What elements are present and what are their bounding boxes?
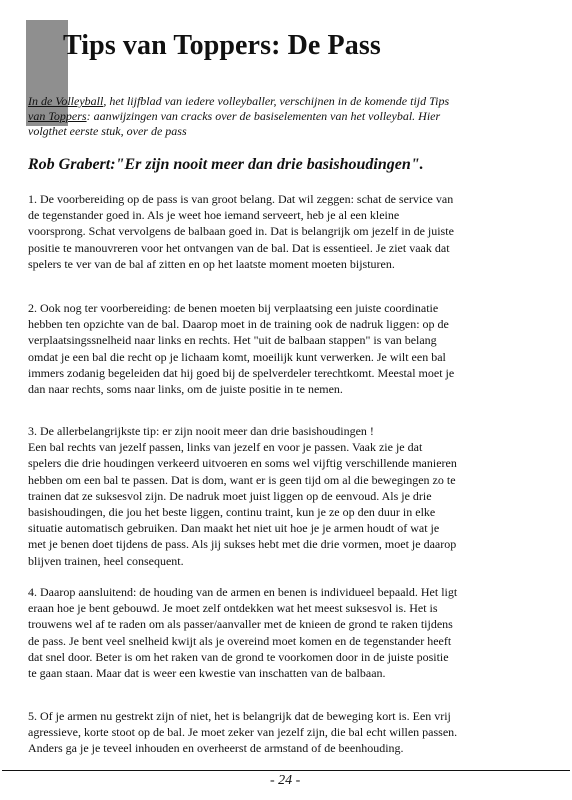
paragraph-line: spelers die drie houdingen verkeerd uitvoeren en soms wel vijftig verschillende manieren xyxy=(28,456,457,471)
paragraph-line: Anders ga je je teveel inhouden en overheerst de armstand of de beenhouding. xyxy=(28,741,404,756)
paragraph-line: de tegenstander goed in. Als je weet hoe iemand serveert, heb je al een kleine xyxy=(28,208,400,223)
paragraph-line: positie te manouvreren voor het ontvangen van de bal. Dat is essentieel. Je ziet vaak dat xyxy=(28,240,450,255)
paragraph-line: met je benen doet tijdens de pass. Als jij sukses hebt met die drie vormen, moet je daarop xyxy=(28,537,457,552)
paragraph-line: Een bal rechts van jezelf passen, links van jezelf en voor je passen. Vaak zie je dat xyxy=(28,440,423,455)
footer-rule xyxy=(2,770,570,771)
intro-text-part-2: : aanwijzingen van cracks over de basiselementen van het volleybal. Hier xyxy=(86,109,441,123)
intro-text-part-1: , het lijfblad van iedere volleyballer, verschijnen in de komende tijd Tips xyxy=(103,94,450,108)
intro-series-name: van Toppers xyxy=(28,109,87,123)
paragraph-line: spelers te ver van de bal af zitten en op het laatste moment moeten bijsturen. xyxy=(28,256,395,271)
article-subtitle: Rob Grabert:"Er zijn nooit meer dan drie basishoudingen". xyxy=(28,156,424,173)
paragraph-line: blijven trainen, heel consequent. xyxy=(28,553,184,568)
paragraph-line: dan naar rechts, soms naar links, om de juiste positie in te nemen. xyxy=(28,382,343,397)
paragraph-2 xyxy=(28,300,552,397)
paragraph-line: voorsprong. Schat vervolgens de balbaan goed in. Dat is belangrijk om jezelf in de juiste xyxy=(28,224,454,239)
intro-text xyxy=(28,94,548,139)
page-title: Tips van Toppers: De Pass xyxy=(63,30,381,61)
paragraph-line: te gaan staan. Maar dat is weer een kwestie van inschatten van de balbaan. xyxy=(28,666,386,681)
paragraph-line: trainen dat ze suksesvol zijn. De nadruk moet juist liggen op de eenvoud. Als je drie xyxy=(28,488,432,503)
paragraph-line: agressieve, korte stoot op de bal. Je moet zeker van jezelf zijn, die bal echt willen passen. xyxy=(28,725,458,740)
paragraph-line: immers zodanig begeleiden dat hij goed bij de spelverdeler terechtkomt. Meestal moet je xyxy=(28,365,455,380)
paragraph-line: 2. Ook nog ter voorbereiding: de benen moeten bij verplaatsing een juiste coordinatie xyxy=(28,301,439,315)
page-number: - 24 - xyxy=(270,773,301,788)
paragraph-line: dat snel door. Beter is om het raken van de grond te voorkomen door in de juiste positie xyxy=(28,649,449,664)
paragraph-line: 1. De voorbereiding op de pass is van groot belang. Dat wil zeggen: schat de service van xyxy=(28,192,454,206)
paragraph-line: 5. Of je armen nu gestrekt zijn of niet, het is belangrijk dat de beweging kort is. Een vrij xyxy=(28,709,451,723)
paragraph-4 xyxy=(28,584,552,681)
paragraph-line: eraan hoe je bent gebouwd. Je moet zelf ontdekken wat het meest suksesvol is. Het is xyxy=(28,601,438,616)
paragraph-1 xyxy=(28,191,552,272)
paragraph-line: 3. De allerbelangrijkste tip: er zijn nooit meer dan drie basishoudingen ! xyxy=(28,424,374,438)
intro-text-part-3: volgthet eerste stuk, over de pass xyxy=(28,124,187,138)
paragraph-line: hebben om een bal te passen. Dat is dom, want er is geen tijd om al die bewegingen zo te xyxy=(28,472,456,487)
paragraph-line: basishoudingen, die jou het beste liggen, continu traint, kun je ze op den duur in elke xyxy=(28,505,436,520)
paragraph-line: de pass. Je bent veel snelheid kwijt als je overeind moet komen en de tegenstander heeft xyxy=(28,633,452,648)
paragraph-line: hebben ten opzichte van de bal. Daarop moet in de training ook de nadruk liggen: op de xyxy=(28,317,449,332)
paragraph-5 xyxy=(28,708,552,757)
intro-magazine-name: In de Volleyball xyxy=(28,94,104,108)
paragraph-line: omdat je een bal die recht op je lichaam komt, moeilijk kunt verwerken. Je wilt een bal xyxy=(28,349,446,364)
paragraph-3 xyxy=(28,423,552,569)
paragraph-line: verplaatsingssnelheid naar links en rechts. Het "uit de balbaan stappen" is van belang xyxy=(28,333,437,348)
paragraph-line: situatie automatisch gebruiken. Dan maakt het niet uit hoe je je armen houdt of wat je xyxy=(28,521,440,536)
paragraph-line: trouwens wel af te raden om als passer/aanvaller met de knieen de grond te raken tijdens xyxy=(28,617,453,632)
paragraph-line: 4. Daarop aansluitend: de houding van de armen en benen is individueel bepaald. Het ligt xyxy=(28,585,458,599)
